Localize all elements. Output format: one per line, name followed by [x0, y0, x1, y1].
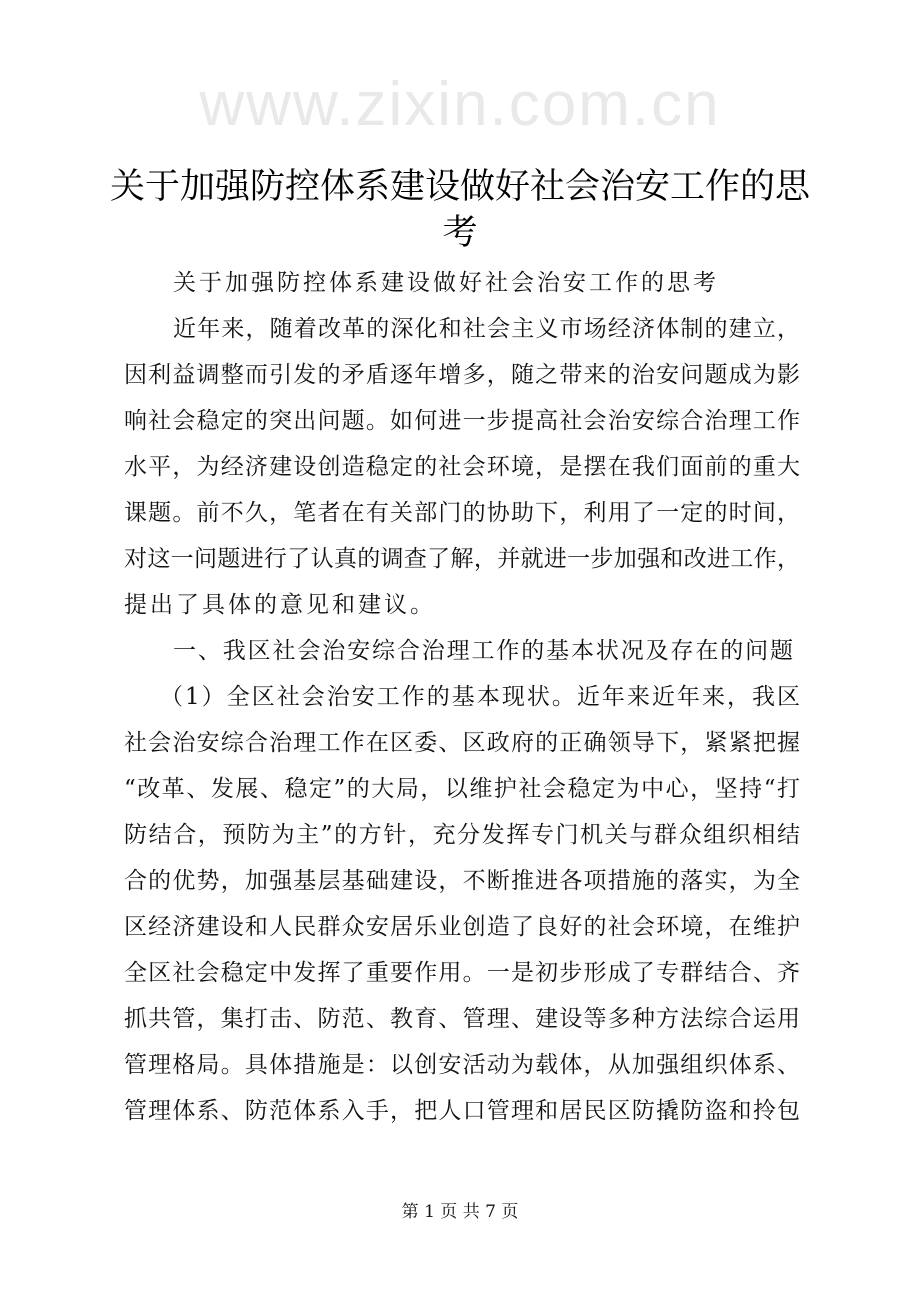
paragraph-line: 提出了具体的意见和建议。	[124, 592, 436, 618]
paragraph-line: 管理体系、防范体系入手，把人口管理和居民区防撬防盗和拎包	[124, 1098, 800, 1124]
document-title-line-1: 关于加强防控体系建设做好社会治安工作的思	[109, 167, 810, 207]
watermark: www.zixin.com.cn	[199, 70, 721, 139]
document-title-line-2: 考	[442, 213, 478, 253]
paragraph-line: 近年来，随着改革的深化和社会主义市场经济体制的建立，	[173, 316, 800, 342]
paragraph-line: 因利益调整而引发的矛盾逐年增多，随之带来的治安问题成为影	[124, 362, 800, 388]
subtitle-line: 关于加强防控体系建设做好社会治安工作的思考	[173, 270, 719, 296]
page-footer: 第 1 页 共 7 页	[401, 1202, 519, 1222]
paragraph-line: 对这一问题进行了认真的调查了解，并就进一步加强和改进工作，	[124, 546, 800, 572]
paragraph-line: 全区社会稳定中发挥了重要作用。一是初步形成了专群结合、齐	[124, 960, 800, 986]
paragraph-line: 社会治安综合治理工作在区委、区政府的正确领导下，紧紧把握	[124, 730, 800, 756]
paragraph-line: 抓共管，集打击、防范、教育、管理、建设等多种方法综合运用	[124, 1006, 800, 1032]
paragraph-line: 水平，为经济建设创造稳定的社会环境，是摆在我们面前的重大	[124, 454, 800, 480]
paragraph-line: 响社会稳定的突出问题。如何进一步提高社会治安综合治理工作	[124, 408, 800, 434]
paragraph-line: 区经济建设和人民群众安居乐业创造了良好的社会环境，在维护	[124, 914, 800, 940]
paragraph-line: 防结合，预防为主”的方针，充分发挥专门机关与群众组织相结	[124, 822, 800, 848]
paragraph-line: “改革、发展、稳定”的大局，以维护社会稳定为中心，坚持“打	[124, 776, 800, 802]
paragraph-line: （1）全区社会治安工作的基本现状。近年来近年来，我区	[160, 684, 800, 710]
paragraph-line: 课题。前不久，笔者在有关部门的协助下，利用了一定的时间，	[124, 500, 800, 526]
paragraph-line: 合的优势，加强基层基础建设，不断推进各项措施的落实，为全	[124, 868, 800, 894]
paragraph-line: 管理格局。具体措施是：以创安活动为载体，从加强组织体系、	[124, 1052, 800, 1078]
section-heading-line: 一、我区社会治安综合治理工作的基本状况及存在的问题	[173, 638, 793, 664]
